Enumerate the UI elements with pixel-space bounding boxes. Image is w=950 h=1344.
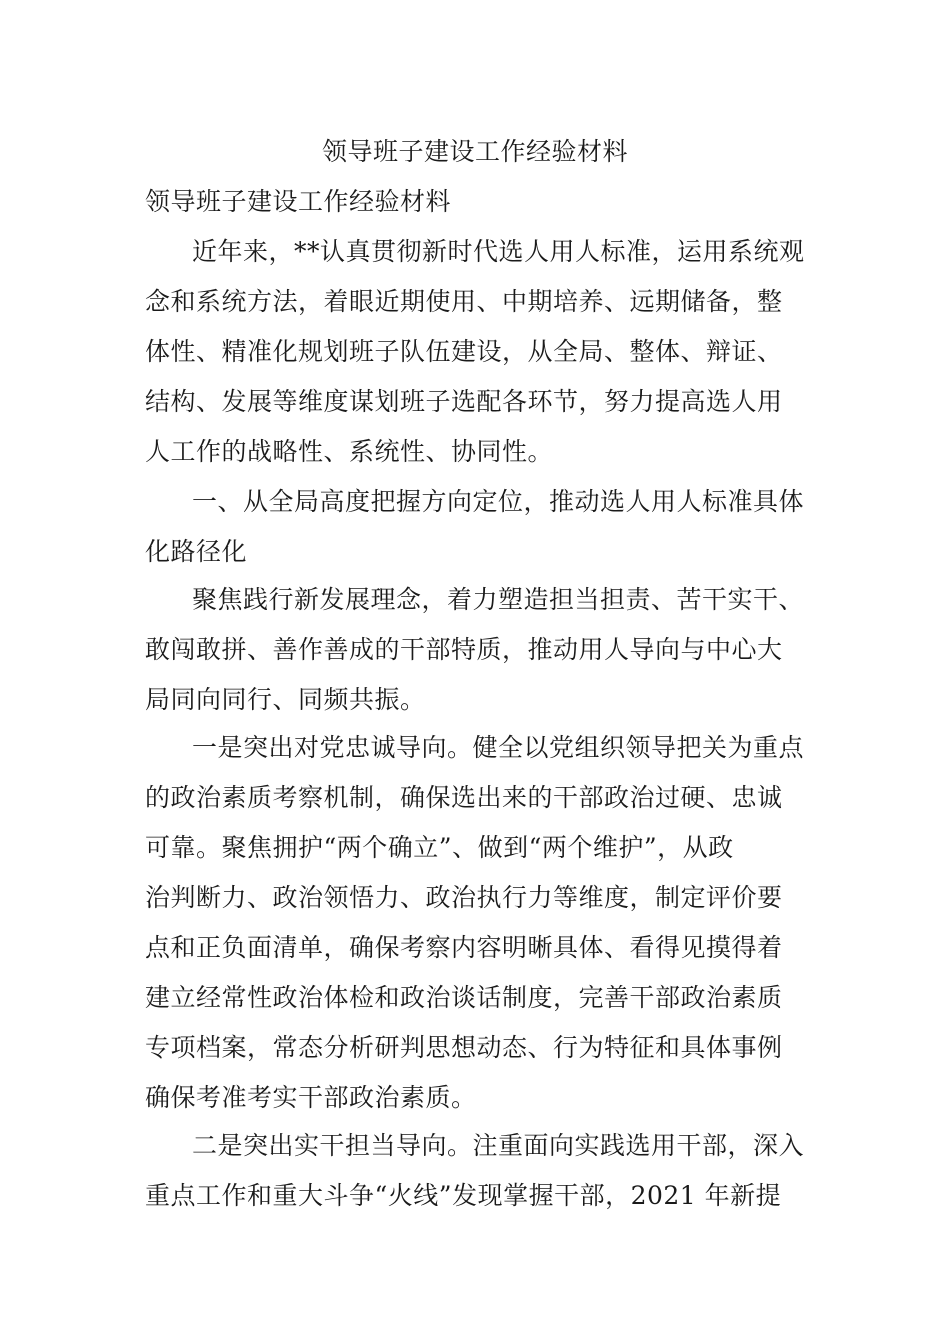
paragraph-line: 二是突出实干担当导向。注重面向实践选用干部，深入 <box>192 1131 805 1160</box>
paragraph-line: 敢闯敢拼、善作善成的干部特质，推动用人导向与中心大 <box>145 635 783 664</box>
paragraph-line: 近年来，**认真贯彻新时代选人用人标准，运用系统观 <box>192 237 805 266</box>
paragraph-line: 重点工作和重大斗争“火线”发现掌握干部，2021 年新提 <box>145 1181 782 1210</box>
paragraph-line: 治判断力、政治领悟力、政治执行力等维度，制定评价要 <box>145 883 783 912</box>
document-subtitle: 领导班子建设工作经验材料 <box>145 187 452 216</box>
paragraph-line: 确保考准考实干部政治素质。 <box>145 1083 477 1112</box>
paragraph-line: 建立经常性政治体检和政治谈话制度，完善干部政治素质 <box>145 983 783 1012</box>
section-heading-line: 一、从全局高度把握方向定位，推动选人用人标准具体 <box>192 487 805 516</box>
paragraph-line: 聚焦践行新发展理念，着力塑造担当担责、苦干实干、 <box>192 585 805 614</box>
document-title: 领导班子建设工作经验材料 <box>321 137 628 166</box>
paragraph-line: 可靠。聚焦拥护“两个确立”、做到“两个维护”，从政 <box>145 833 734 862</box>
paragraph-line: 专项档案，常态分析研判思想动态、行为特征和具体事例 <box>145 1033 783 1062</box>
paragraph-line: 结构、发展等维度谋划班子选配各环节，努力提高选人用 <box>145 387 783 416</box>
paragraph-line: 的政治素质考察机制，确保选出来的干部政治过硬、忠诚 <box>145 783 783 812</box>
paragraph-line: 人工作的战略性、系统性、协同性。 <box>145 437 554 466</box>
section-heading-line: 化路径化 <box>145 537 248 566</box>
paragraph-line: 体性、精准化规划班子队伍建设，从全局、整体、辩证、 <box>145 337 783 366</box>
paragraph-line: 一是突出对党忠诚导向。健全以党组织领导把关为重点 <box>192 733 805 762</box>
paragraph-line: 局同向同行、同频共振。 <box>145 685 426 714</box>
paragraph-line: 点和正负面清单，确保考察内容明晰具体、看得见摸得着 <box>145 933 783 962</box>
paragraph-line: 念和系统方法，着眼近期使用、中期培养、远期储备，整 <box>145 287 783 316</box>
